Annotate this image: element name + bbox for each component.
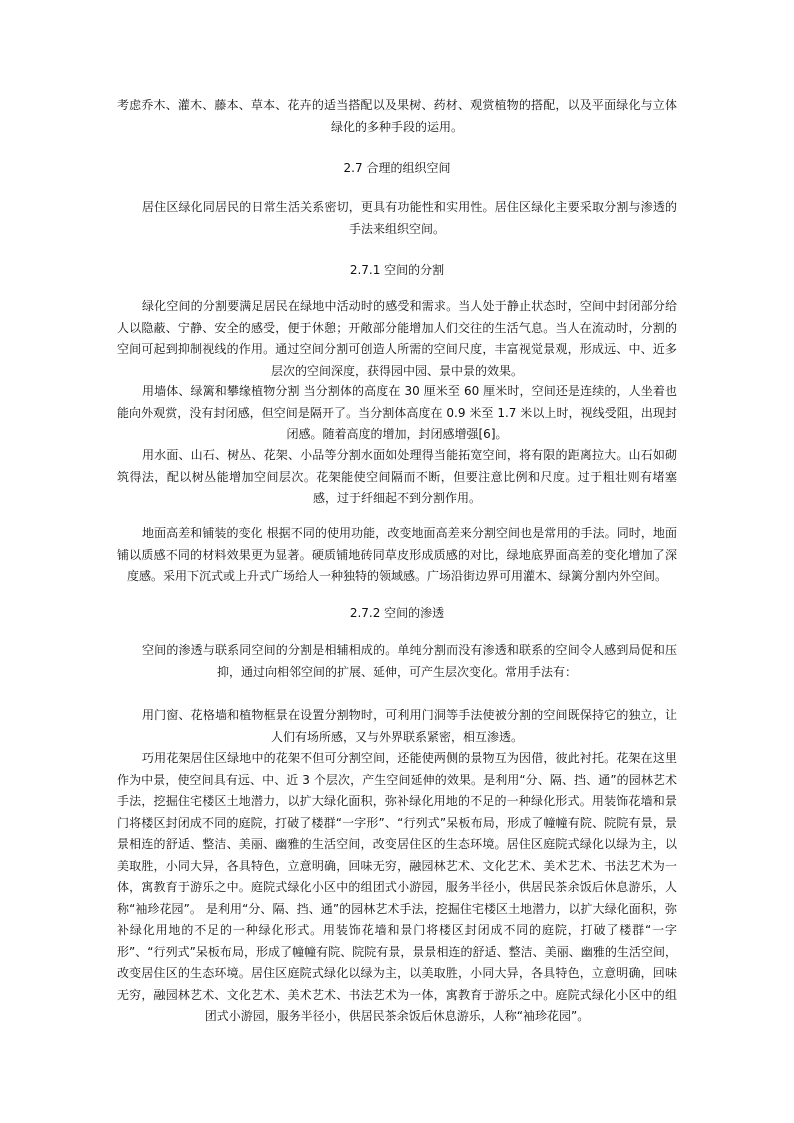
- paragraph-space-penetration: 空间的渗透与联系同空间的分割是相辅相成的。单纯分割而没有渗透和联系的空间令人感到局促和压抑，通过向相邻空间的扩展、延伸，可产生层次变化。常用手法有：: [142, 643, 677, 679]
- paragraph-organize-space: 居住区绿化同居民的日常生活关系密切，更具有功能性和实用性。居住区绿化主要采取分割与渗透的手法来组织空间。: [142, 200, 677, 236]
- paragraph-wall-hedge-division: 用墙体、绿篱和攀缘植物分割 当分割体的高度在 30 厘米至 60 厘米时，空间还是连续的，人坐着也能向外观赏，没有封闭感，但空间是隔开了。当分割体高度在 0.9 米至 1.7 米以上时，视线受阻，出现封闭感。随着高度的增加，封闭感增强[6]。: [117, 384, 677, 441]
- paragraph-planting-combination: 考虑乔木、灌木、藤本、草本、花卉的适当搭配以及果树、药材、观赏植物的搭配，以及平面绿化与立体绿化的多种手段的运用。: [117, 98, 677, 134]
- paragraph-ground-level-paving: 地面高差和铺装的变化 根据不同的使用功能，改变地面高差来分割空间也是常用的手法。同时，地面铺以质感不同的材料效果更为显著。硬质铺地砖同草皮形成质感的对比，绿地底界面高差的变化增加了深度感。采用下沉式或上升式广场给人一种独特的领域感。广场沿街边界可用灌木、绿篱分割内外空间。: [117, 526, 677, 583]
- heading-2-7: 2.7 合理的组织空间: [343, 161, 451, 175]
- heading-2-7-2: 2.7.2 空间的渗透: [349, 606, 445, 620]
- heading-2-7-1: 2.7.1 空间的分割: [349, 263, 445, 277]
- paragraph-door-window-framing: 用门窗、花格墙和植物框景在设置分割物时，可利用门洞等手法使被分割的空间既保持它的独立，让人们有场所感，又与外界联系紧密，相互渗透。: [142, 708, 677, 744]
- paragraph-water-rock-division: 用水面、山石、树丛、花架、小品等分割水面如处理得当能拓宽空间，将有限的距离拉大。山石如砌筑得法，配以树丛能增加空间层次。花架能使空间隔而不断，但要注意比例和尺度。过于粗壮则有堵塞感，过于纤细起不到分割作用。: [117, 448, 677, 505]
- paragraph-pergola-courtyard: 巧用花架居住区绿地中的花架不但可分割空间，还能使两侧的景物互为因借，彼此衬托。花架在这里作为中景，使空间具有远、中、近 3 个层次，产生空间延伸的效果。是利用“分、隔、挡、通”的园林艺术手法，挖掘住宅楼区土地潜力，以扩大绿化面积，弥补绿化用地的不足的一种绿化形式。用装饰花墙和景门将楼区封闭成不同的庭院，打破了楼群“一字形”、“行列式”呆板布局，形成了幢幢有院、院院有景，景景相连的舒适、整洁、美丽、幽雅的生活空间，改变居住区的生态环境。居住区庭院式绿化以绿为主，以美取胜，小同大异，各具特色，立意明确，回味无穷，融园林艺术、文化艺术、美术艺术、书法艺术为一体，寓教育于游乐之中。庭院式绿化小区中的组团式小游园，服务半径小，供居民茶余饭后休息游乐，人称“袖珍花园”。 是利用“分、隔、挡、通”的园林艺术手法，挖掘住宅楼区土地潜力，以扩大绿化面积，弥补绿化用地的不足的一种绿化形式。用装饰花墙和景门将楼区封闭成不同的庭院，打破了楼群“一字形”、“行列式”呆板布局，形成了幢幢有院、院院有景，景景相连的舒适、整洁、美丽、幽雅的生活空间，改变居住区的生态环境。居住区庭院式绿化以绿为主，以美取胜，小同大异，各具特色，立意明确，回味无穷，融园林艺术、文化艺术、美术艺术、书法艺术为一体，寓教育于游乐之中。庭院式绿化小区中的组团式小游园，服务半径小，供居民茶余饭后休息游乐，人称“袖珍花园”。: [117, 751, 677, 1023]
- paragraph-space-division: 绿化空间的分割要满足居民在绿地中活动时的感受和需求。当人处于静止状态时，空间中封闭部分给人以隐蔽、宁静、安全的感受，便于休憩；开敞部分能增加人们交往的生活气息。当人在流动时，分割的空间可起到抑制视线的作用。通过空间分割可创造人所需的空间尺度，丰富视觉景观，形成远、中、近多层次的空间深度，获得园中园、景中景的效果。: [117, 299, 677, 378]
